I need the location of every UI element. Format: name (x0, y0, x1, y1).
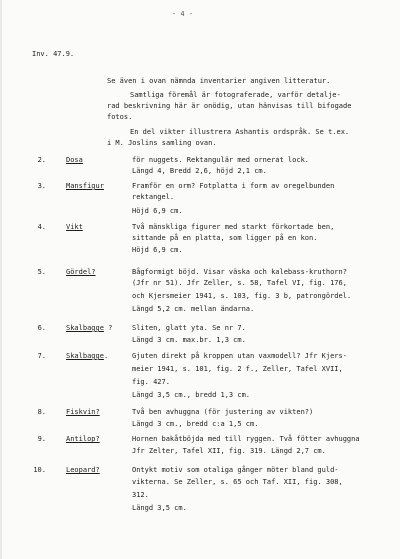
item-line: Framför en orm? Fotplatta i form av oregelbunden (132, 182, 335, 190)
item-line: Jfr Zelter, Tafel XII, fig. 319. Längd 2,7 cm. (132, 447, 326, 455)
item-line: sittande på en platta, som ligger på en kon. (132, 234, 318, 242)
item-line: och Kjersmeier 1941, s. 103, fig. 3 b, patrongördel. (132, 292, 352, 300)
item-line: Bågformigt böjd. Visar väska och kalebass-kruthorn? (132, 268, 347, 276)
item-line: Två mänskliga figurer med starkt förkortade ben, (132, 223, 335, 231)
item-number: 9. (37, 435, 46, 443)
item-line: Hornen bakåtböjda med till ryggen. Två fötter avhuggna (132, 435, 360, 443)
item-line: för nuggets. Rektangulär med ornerat lock. (132, 156, 310, 164)
item-number: 4. (37, 223, 46, 231)
item-line: Längd 5,2 cm. mellan ändarna. (132, 305, 255, 313)
item-line: Två ben avhuggna (för justering av vikten?) (132, 408, 314, 416)
item-line: meier 1941, s. 101, fig. 2 f., Zeller, Tafel XVII, (132, 365, 343, 373)
item-line: Höjd 6,9 cm. (132, 246, 183, 254)
item-number: 2. (37, 156, 46, 164)
item-term: Fiskvin? (66, 408, 100, 416)
item-term-suffix: ? (103, 324, 113, 332)
item-line: vikterna. Se Zeller, s. 65 och Taf. XII, fig. 308, (132, 478, 343, 486)
item-line: Längd 3 cm. max.br. 1,3 cm. (132, 336, 246, 344)
item-line: (Jfr nr 51). Jfr Zeller, s. 58, Tafel VI, fig. 176, (132, 279, 347, 287)
item-line: Längd 3,5 cm. (132, 504, 187, 512)
intro-line: En del vikter illustrera Ashantis ordspråk. Se t.ex. (130, 128, 350, 136)
item-term: Antilop? (66, 435, 100, 443)
item-number: 10. (33, 466, 46, 474)
intro-line: Samtliga föremål är fotograferade, varför detalje- (130, 91, 341, 99)
inventory-label: Inv. 47.9. (32, 50, 75, 58)
item-line: Gjuten direkt på kroppen utan vaxmodell? Jfr Kjers- (132, 352, 347, 360)
intro-line: i M. Joslins samling ovan. (107, 139, 217, 147)
item-line: Ontykt motiv som otaliga gånger möter bland guld- (132, 466, 339, 474)
item-line: Sliten, glatt yta. Se nr 7. (132, 324, 246, 332)
item-term: Mansfigur (66, 182, 104, 190)
item-line: Längd 3,5 cm., bredd 1,3 cm. (132, 391, 251, 399)
item-term: Skalbagge (66, 324, 104, 332)
item-term-group (66, 351, 108, 361)
item-term: Skalbagge (66, 352, 104, 360)
item-line: fig. 427. (132, 378, 170, 386)
item-line: Längd 3 cm., bredd c:a 1,5 cm. (132, 420, 259, 428)
item-term-group (66, 323, 112, 333)
page-number: - 4 - (172, 10, 194, 18)
item-number: 3. (37, 182, 46, 190)
item-line: rektangel. (132, 193, 175, 201)
item-number: 8. (37, 408, 46, 416)
intro-line: fotos. (107, 113, 133, 121)
intro-line: rad beskrivning här är onödig, utan hänvisas till bifogade (107, 102, 352, 110)
item-term-suffix: . (103, 352, 109, 360)
item-term: Leopard? (66, 466, 100, 474)
item-term: Dosa (66, 156, 83, 164)
item-line: Längd 4, Bredd 2,6, höjd 2,1 cm. (132, 167, 267, 175)
item-number: 7. (37, 352, 46, 360)
scan-edge (0, 0, 2, 559)
item-term: Gördel? (66, 268, 96, 276)
intro-line: Se även i ovan nämnda inventarier angiven litteratur. (107, 77, 331, 85)
item-number: 5. (37, 268, 46, 276)
item-line: Höjd 6,9 cm. (132, 207, 183, 215)
item-number: 6. (37, 324, 46, 332)
item-line: 312. (132, 491, 149, 499)
item-term: Vikt (66, 223, 83, 231)
